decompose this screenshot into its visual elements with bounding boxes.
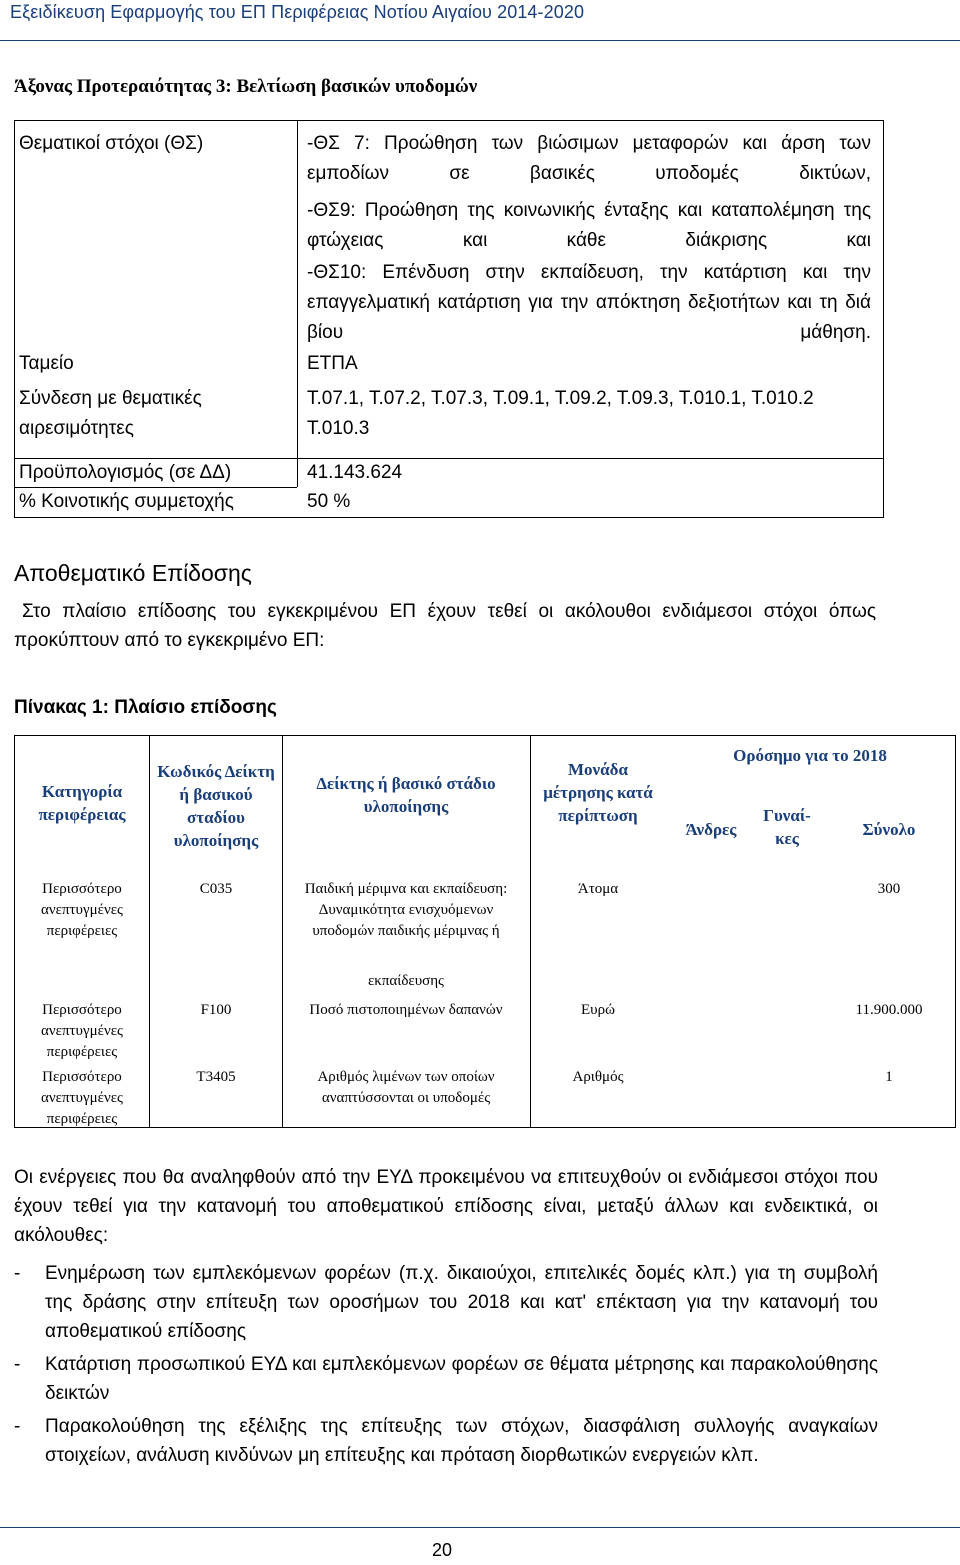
- budget-label: Προϋπολογισμός (σε ΔΔ): [19, 462, 232, 483]
- bullet-dash: -: [14, 1354, 21, 1375]
- row-3-indicator: Αριθμός λιμένων των οποίων αναπτύσσονται οι υποδομές: [317, 1069, 495, 1106]
- community-label: % Κοινοτικής συμμετοχής: [19, 491, 234, 512]
- action-item: [14, 1350, 878, 1408]
- header-category: Κατηγορία περιφέρειας: [38, 782, 126, 824]
- thematic-objective-7: -ΘΣ 7: Προώθηση των βιώσιμων μεταφορών και άρση των εμποδίων σε βασικές υποδομές δικτύων,: [307, 133, 871, 184]
- header-unit: Μονάδα μέτρησης κατά περίπτωση: [543, 760, 653, 825]
- row-1-code: C035: [199, 881, 233, 897]
- axis-title: Άξονας Προτεραιότητας 3: Βελτίωση βασικών υποδομών: [14, 76, 478, 97]
- fund-label: Ταμείο: [19, 353, 74, 374]
- header-women: Γυναί-κες: [763, 806, 811, 848]
- budget-value: 41.143.624: [307, 462, 403, 483]
- page-number: 20: [431, 1540, 453, 1560]
- document-header: Εξειδίκευση Εφαρμογής του ΕΠ Περιφέρειας Νοτίου Αιγαίου 2014-2020: [10, 2, 585, 22]
- community-value: 50 %: [307, 491, 351, 512]
- table-column-divider: [530, 736, 531, 1127]
- fund-value: ΕΤΠΑ: [307, 353, 358, 374]
- table-column-divider: [282, 736, 283, 1127]
- action-item: [14, 1412, 878, 1470]
- performance-framework-table: [14, 735, 956, 1128]
- row-1-category: Περισσότερο ανεπτυγμένες περιφέρειες: [41, 881, 123, 939]
- priorities-label: Σύνδεση με θεματικές αιρεσιμότητες: [19, 388, 202, 439]
- axis-info-table: [14, 120, 884, 518]
- row-3-code: T3405: [196, 1069, 236, 1085]
- row-2-code: F100: [200, 1002, 232, 1018]
- header-total: Σύνολο: [862, 820, 916, 839]
- actions-intro: Οι ενέργειες που θα αναληφθούν από την ΕΥΔ προκειμένου να επιτευχθούν οι ενδιάμεσοι στόχοι που έχουν τεθεί για την κατανομή του αποθεματικού επίδοσης είναι, μεταξύ άλλων και ενδεικτικά, οι ακόλουθες:: [14, 1167, 878, 1246]
- header-milestone: Ορόσημο για το 2018: [733, 746, 887, 765]
- bullet-dash: -: [14, 1263, 21, 1284]
- row-3-total: 1: [885, 1069, 893, 1085]
- info-table-divider: [297, 458, 298, 487]
- header-divider: [0, 40, 960, 41]
- header-indicator: Δείκτης ή βασικό στάδιο υλοποίησης: [316, 774, 496, 816]
- bullet-dash: -: [14, 1416, 21, 1437]
- performance-intro: Στο πλαίσιο επίδοσης του εγκεκριμένου ΕΠ έχουν τεθεί οι ακόλουθοι ενδιάμεσοι στόχοι όπως προκύπτουν από το εγκεκριμένο ΕΠ:: [14, 601, 876, 651]
- action-item-text: Ενημέρωση των εμπλεκόμενων φορέων (π.χ. δικαιούχοι, επιτελικές δομές κλπ.) για τη συμβολή της δράσης στην επίτευξη των οροσήμων του 2018 και κατ' επέκταση για την κατανομή του αποθεματικού επίδοσης: [45, 1263, 878, 1342]
- thematic-objective-10: -ΘΣ10: Επένδυση στην εκπαίδευση, την κατάρτιση και την επαγγελματική κατάρτιση για την απόκτηση δεξιοτήτων και τη διά βίου μάθηση.: [307, 262, 871, 343]
- row-2-category: Περισσότερο ανεπτυγμένες περιφέρειες: [41, 1002, 123, 1060]
- header-men: Άνδρες: [685, 820, 737, 839]
- action-item-text: Κατάρτιση προσωπικού ΕΥΔ και εμπλεκόμενων φορέων σε θέματα μέτρησης και παρακολούθησης δεικτών: [45, 1354, 878, 1404]
- priorities-value: T.07.1, T.07.2, T.07.3, T.09.1, T.09.2, T.09.3, T.010.1, T.010.2 T.010.3: [307, 388, 814, 439]
- header-code: Κωδικός Δείκτη ή βασικού σταδίου υλοποίησης: [157, 762, 275, 850]
- thematic-objectives-label: Θεματικοί στόχοι (ΘΣ): [19, 133, 204, 154]
- action-item-text: Παρακολούθηση της εξέλιξης της επίτευξης των στόχων, διασφάλιση συλλογής αναγκαίων στοιχείων, ανάλυση κινδύνων μη επίτευξης και πρόταση διορθωτικών ενεργειών κλπ.: [45, 1416, 878, 1466]
- row-2-total: 11.900.000: [855, 1002, 923, 1018]
- action-item: [14, 1259, 878, 1346]
- row-1-indicator-extra: εκπαίδευσης: [368, 973, 444, 989]
- table-column-divider: [149, 736, 150, 1127]
- row-1-unit: Άτομα: [577, 881, 619, 897]
- table-1-title: Πίνακας 1: Πλαίσιο επίδοσης: [14, 697, 277, 718]
- performance-reserve-title: Αποθεματικό Επίδοσης: [14, 560, 252, 586]
- row-1-total: 300: [877, 881, 901, 897]
- row-2-unit: Ευρώ: [581, 1002, 615, 1018]
- thematic-objective-9: -ΘΣ9: Προώθηση της κοινωνικής ένταξης και καταπολέμηση της φτώχειας και κάθε διάκρισης και: [307, 200, 871, 251]
- footer-divider: [0, 1527, 960, 1528]
- row-2-indicator: Ποσό πιστοποιημένων δαπανών: [309, 1002, 503, 1018]
- row-3-category: Περισσότερο ανεπτυγμένες περιφέρειες: [41, 1069, 123, 1127]
- row-1-indicator: Παιδική μέριμνα και εκπαίδευση: Δυναμικότητα ενισχυόμενων υποδομών παιδικής μέριμνας ή: [304, 881, 508, 939]
- row-3-unit: Αριθμός: [572, 1069, 624, 1085]
- info-table-divider: [297, 121, 298, 458]
